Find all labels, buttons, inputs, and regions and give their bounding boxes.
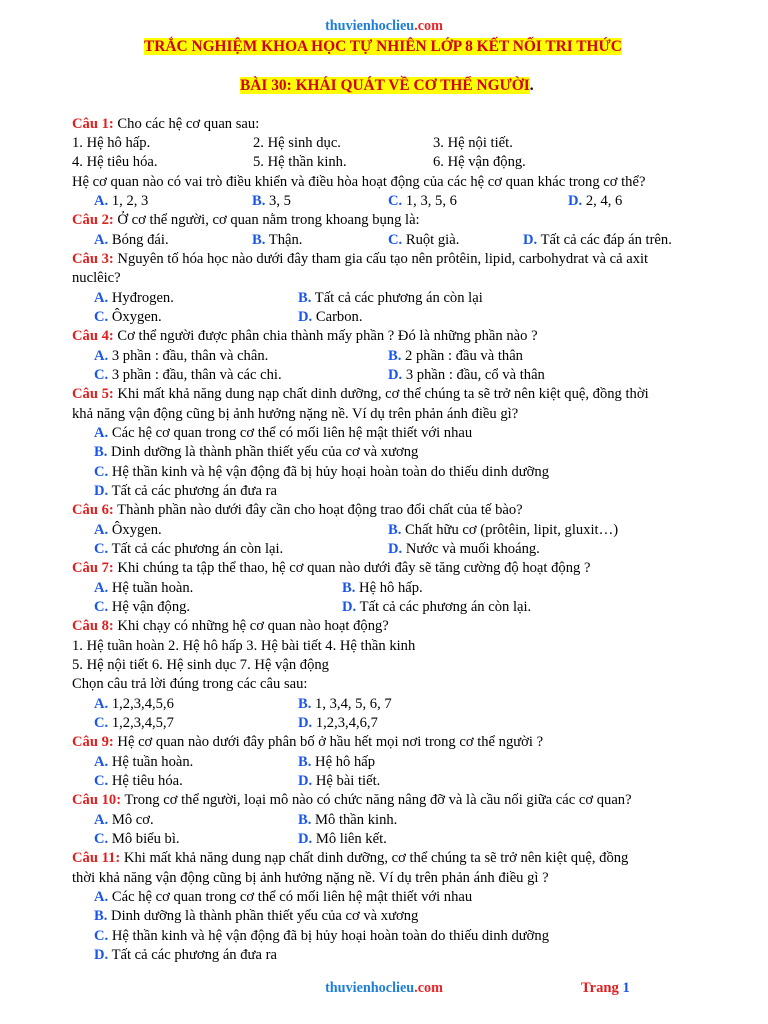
- option-text: Tất cả các phương án còn lại.: [356, 599, 532, 615]
- page-number: [581, 980, 630, 997]
- option-letter: B.: [298, 696, 312, 712]
- site-name: thuvienhoclieu: [325, 18, 415, 34]
- option-a[interactable]: [94, 888, 472, 907]
- q8-list-line-2: 5. Hệ nội tiết 6. Hệ sinh dục 7. Hệ vận động: [72, 657, 329, 673]
- option-letter: A.: [94, 696, 109, 712]
- option-text: 3 phần : đầu, cổ và thân: [402, 367, 545, 383]
- option-letter: A.: [94, 425, 109, 441]
- option-d[interactable]: [568, 192, 622, 211]
- q8-instruction: Chọn câu trả lời đúng trong các câu sau:: [72, 676, 308, 692]
- option-text: Tất cả các phương án còn lại.: [108, 541, 284, 557]
- q8-list-line-1: 1. Hệ tuần hoàn 2. Hệ hô hấp 3. Hệ bài tiết 4. Hệ thần kinh: [72, 638, 416, 654]
- option-letter: B.: [94, 444, 108, 460]
- q1-item-6: 6. Hệ vận động.: [433, 154, 526, 170]
- option-c[interactable]: [94, 540, 283, 559]
- question-2: [72, 211, 420, 230]
- option-letter: D.: [298, 831, 313, 847]
- option-text: 1, 3,4, 5, 6, 7: [311, 696, 392, 712]
- option-letter: D.: [298, 715, 313, 731]
- option-c[interactable]: [388, 192, 457, 211]
- page-num: 1: [622, 980, 630, 996]
- option-b[interactable]: [298, 753, 375, 772]
- option-a[interactable]: [94, 192, 148, 211]
- option-c[interactable]: [94, 308, 162, 327]
- option-letter: B.: [388, 348, 402, 364]
- question-7: [72, 559, 590, 578]
- option-text: 1,2,3,4,5,7: [108, 715, 174, 731]
- question-label: Câu 4:: [72, 328, 114, 344]
- question-label: Câu 2:: [72, 212, 114, 228]
- option-letter: B.: [342, 580, 356, 596]
- option-a[interactable]: [94, 811, 154, 830]
- question-11: [72, 849, 628, 868]
- option-letter: C.: [94, 715, 109, 731]
- option-letter: A.: [94, 812, 109, 828]
- site-domain: .com: [414, 18, 443, 34]
- question-label: Câu 1:: [72, 116, 114, 132]
- option-letter: C.: [94, 309, 109, 325]
- question-1: [72, 115, 259, 134]
- option-letter: A.: [94, 889, 109, 905]
- option-a[interactable]: [94, 695, 174, 714]
- question-text: Trong cơ thể người, loại mô nào có chức năng nâng đỡ và là cầu nối giữa các cơ quan?: [121, 792, 632, 808]
- question-label: Câu 6:: [72, 502, 114, 518]
- option-letter: D.: [388, 541, 403, 557]
- option-letter: C.: [94, 464, 109, 480]
- option-b[interactable]: [298, 289, 483, 308]
- option-letter: C.: [94, 541, 109, 557]
- option-text: Thận.: [265, 232, 303, 248]
- q1-item-1: 1. Hệ hô hấp.: [72, 135, 151, 151]
- option-text: Tất cả các đáp án trên.: [537, 232, 672, 248]
- option-letter: D.: [342, 599, 357, 615]
- option-letter: A.: [94, 290, 109, 306]
- option-letter: A.: [94, 522, 109, 538]
- option-text: Bóng đái.: [108, 232, 169, 248]
- q1-item-4: 4. Hệ tiêu hóa.: [72, 154, 158, 170]
- option-letter: D.: [523, 232, 538, 248]
- question-label: Câu 5:: [72, 386, 114, 402]
- option-b[interactable]: [94, 443, 418, 462]
- option-letter: B.: [298, 754, 312, 770]
- option-letter: B.: [252, 193, 266, 209]
- option-letter: A.: [94, 232, 109, 248]
- option-text: Hệ tuần hoàn.: [108, 754, 194, 770]
- option-text: Hệ thần kinh và hệ vận động đã bị hủy hoại hoàn toàn do thiếu dinh dưỡng: [108, 928, 549, 944]
- option-d[interactable]: [94, 482, 277, 501]
- question-text: Khi chúng ta tập thể thao, hệ cơ quan nào dưới đây sẽ tăng cường độ hoạt động ?: [113, 560, 591, 576]
- question-4: [72, 327, 538, 346]
- q1-item-5: 5. Hệ thần kinh.: [253, 154, 347, 170]
- option-letter: D.: [388, 367, 403, 383]
- option-a[interactable]: [94, 579, 193, 598]
- option-b[interactable]: [94, 907, 418, 926]
- option-c[interactable]: [94, 772, 183, 791]
- option-text: Tất cả các phương án đưa ra: [108, 947, 277, 963]
- option-d[interactable]: [298, 714, 378, 733]
- question-text: Hệ cơ quan nào dưới đây phân bố ở hầu hết mọi nơi trong cơ thể người ?: [113, 734, 544, 750]
- option-text: Các hệ cơ quan trong cơ thể có mối liên hệ mật thiết với nhau: [108, 425, 473, 441]
- option-letter: C.: [94, 831, 109, 847]
- option-letter: A.: [94, 193, 109, 209]
- option-c[interactable]: [94, 927, 549, 946]
- question-5: [72, 385, 649, 404]
- option-d[interactable]: [298, 308, 362, 327]
- question-text: Thành phần nào dưới đây cần cho hoạt động trao đổi chất của tế bào?: [113, 502, 523, 518]
- option-text: 1, 2, 3: [108, 193, 149, 209]
- option-a[interactable]: [94, 424, 472, 443]
- question-text: Cho các hệ cơ quan sau:: [113, 116, 260, 132]
- question-label: Câu 8:: [72, 618, 114, 634]
- option-letter: A.: [94, 754, 109, 770]
- option-text: Các hệ cơ quan trong cơ thể có mối liên hệ mật thiết với nhau: [108, 889, 473, 905]
- document-title: TRẮC NGHIỆM KHOA HỌC TỰ NHIÊN LỚP 8 KẾT NỐI TRI THỨC: [144, 38, 622, 55]
- option-letter: C.: [94, 773, 109, 789]
- site-domain: .com: [414, 980, 443, 996]
- option-letter: B.: [94, 908, 108, 924]
- option-d[interactable]: [298, 772, 380, 791]
- option-text: Mô liên kết.: [312, 831, 387, 847]
- question-label: Câu 10:: [72, 792, 122, 808]
- option-text: 3, 5: [265, 193, 291, 209]
- option-text: Hệ hô hấp.: [355, 580, 423, 596]
- option-letter: A.: [94, 580, 109, 596]
- question-text: Nguyên tố hóa học nào dưới đây tham gia cấu tạo nên prôtêin, lipid, carbohydrat và cả axit: [113, 251, 649, 267]
- lesson-title: [240, 77, 534, 94]
- q1-item-2: 2. Hệ sinh dục.: [253, 135, 341, 151]
- option-letter: C.: [94, 367, 109, 383]
- option-text: 1,2,3,4,6,7: [312, 715, 378, 731]
- question-6: [72, 501, 523, 520]
- option-text: Nước và muối khoáng.: [402, 541, 540, 557]
- option-a[interactable]: [94, 289, 174, 308]
- option-b[interactable]: [388, 521, 618, 540]
- option-d[interactable]: [523, 231, 672, 250]
- q1-item-3: 3. Hệ nội tiết.: [433, 135, 513, 151]
- option-letter: D.: [298, 773, 313, 789]
- option-d[interactable]: [342, 598, 531, 617]
- page-label: Trang: [581, 980, 623, 996]
- option-text: Hyđrogen.: [108, 290, 174, 306]
- question-label: Câu 7:: [72, 560, 114, 576]
- option-text: Dinh dưỡng là thành phần thiết yếu của cơ và xương: [107, 908, 419, 924]
- question-text: Khi mất khả năng dung nạp chất dinh dưỡng, cơ thể chúng ta sẽ trở nên kiệt quệ, đồng: [120, 850, 629, 866]
- option-text: 3 phần : đầu, thân và chân.: [108, 348, 269, 364]
- option-letter: D.: [298, 309, 313, 325]
- option-letter: B.: [252, 232, 266, 248]
- option-letter: C.: [94, 928, 109, 944]
- question-10: [72, 791, 632, 810]
- question-text-continued: khả năng vận động cũng bị ảnh hưởng nặng nề. Ví dụ trên phản ánh điều gì?: [72, 406, 519, 422]
- option-text: Chất hữu cơ (prôtêin, lipit, gluxit…): [401, 522, 619, 538]
- option-text: 3 phần : đầu, thân và các chi.: [108, 367, 282, 383]
- option-a[interactable]: [94, 521, 162, 540]
- option-b[interactable]: [298, 811, 397, 830]
- footer-site-link[interactable]: [0, 980, 768, 997]
- question-3: [72, 250, 648, 269]
- option-text: Ruột già.: [402, 232, 460, 248]
- option-text: Hệ bài tiết.: [312, 773, 381, 789]
- option-letter: B.: [298, 290, 312, 306]
- option-text: Mô cơ.: [108, 812, 154, 828]
- lesson-title-dot: .: [529, 77, 534, 94]
- question-label: Câu 3:: [72, 251, 114, 267]
- option-text: Dinh dưỡng là thành phần thiết yếu của cơ và xương: [107, 444, 419, 460]
- option-text: Hệ thần kinh và hệ vận động đã bị hủy hoại hoàn toàn do thiếu dinh dưỡng: [108, 464, 549, 480]
- option-c[interactable]: [94, 714, 174, 733]
- option-text: 2, 4, 6: [582, 193, 623, 209]
- option-c[interactable]: [388, 231, 459, 250]
- lesson-title-text: BÀI 30: KHÁI QUÁT VỀ CƠ THỂ NGƯỜI: [240, 77, 530, 94]
- option-a[interactable]: [94, 753, 193, 772]
- option-d[interactable]: [388, 540, 540, 559]
- option-d[interactable]: [388, 366, 545, 385]
- option-text: Tất cả các phương án đưa ra: [108, 483, 277, 499]
- option-text: Tất cả các phương án còn lại: [311, 290, 483, 306]
- q1-stem: Hệ cơ quan nào có vai trò điều khiển và điều hòa hoạt động của các hệ cơ quan khác trong cơ thể?: [72, 174, 646, 190]
- option-a[interactable]: [94, 347, 268, 366]
- option-letter: D.: [568, 193, 583, 209]
- option-text: 1,2,3,4,5,6: [108, 696, 174, 712]
- option-text: Ôxygen.: [108, 309, 162, 325]
- option-c[interactable]: [94, 598, 190, 617]
- option-text: 2 phần : đầu và thân: [401, 348, 523, 364]
- option-c[interactable]: [94, 463, 549, 482]
- header-site-link[interactable]: [0, 18, 768, 35]
- option-b[interactable]: [298, 695, 392, 714]
- option-letter: C.: [94, 599, 109, 615]
- option-text: Mô thần kinh.: [311, 812, 398, 828]
- option-a[interactable]: [94, 231, 169, 250]
- option-letter: C.: [388, 193, 403, 209]
- option-text: Carbon.: [312, 309, 363, 325]
- option-d[interactable]: [298, 830, 387, 849]
- question-text: Ở cơ thể người, cơ quan nằm trong khoang bụng là:: [113, 212, 420, 228]
- option-text: Hệ tuần hoàn.: [108, 580, 194, 596]
- question-text-continued: thời khả năng vận động cũng bị ảnh hưởng nặng nề. Ví dụ trên phản ánh điều gì ?: [72, 870, 549, 886]
- option-letter: A.: [94, 348, 109, 364]
- option-letter: B.: [388, 522, 402, 538]
- site-name: thuvienhoclieu: [325, 980, 415, 996]
- option-d[interactable]: [94, 946, 277, 965]
- question-text: Khi mất khả năng dung nạp chất dinh dưỡng, cơ thể chúng ta sẽ trở nên kiệt quệ, đồng thời: [113, 386, 649, 402]
- question-label: Câu 9:: [72, 734, 114, 750]
- option-text: Hệ tiêu hóa.: [108, 773, 183, 789]
- option-text: 1, 3, 5, 6: [402, 193, 457, 209]
- option-b[interactable]: [252, 192, 291, 211]
- option-letter: D.: [94, 483, 109, 499]
- option-b[interactable]: [252, 231, 302, 250]
- option-letter: D.: [94, 947, 109, 963]
- question-text-continued: nuclêic?: [72, 270, 121, 286]
- option-letter: C.: [388, 232, 403, 248]
- question-9: [72, 733, 543, 752]
- option-c[interactable]: [94, 830, 180, 849]
- option-text: Mô biểu bì.: [108, 831, 180, 847]
- option-text: Hệ hô hấp: [311, 754, 376, 770]
- question-text: Cơ thể người được phân chia thành mấy phần ? Đó là những phần nào ?: [113, 328, 538, 344]
- option-text: Ôxygen.: [108, 522, 162, 538]
- option-text: Hệ vận động.: [108, 599, 191, 615]
- option-b[interactable]: [342, 579, 423, 598]
- option-b[interactable]: [388, 347, 523, 366]
- option-letter: B.: [298, 812, 312, 828]
- question-8: [72, 617, 389, 636]
- question-text: Khi chạy có những hệ cơ quan nào hoạt động?: [113, 618, 389, 634]
- question-label: Câu 11:: [72, 850, 121, 866]
- option-c[interactable]: [94, 366, 282, 385]
